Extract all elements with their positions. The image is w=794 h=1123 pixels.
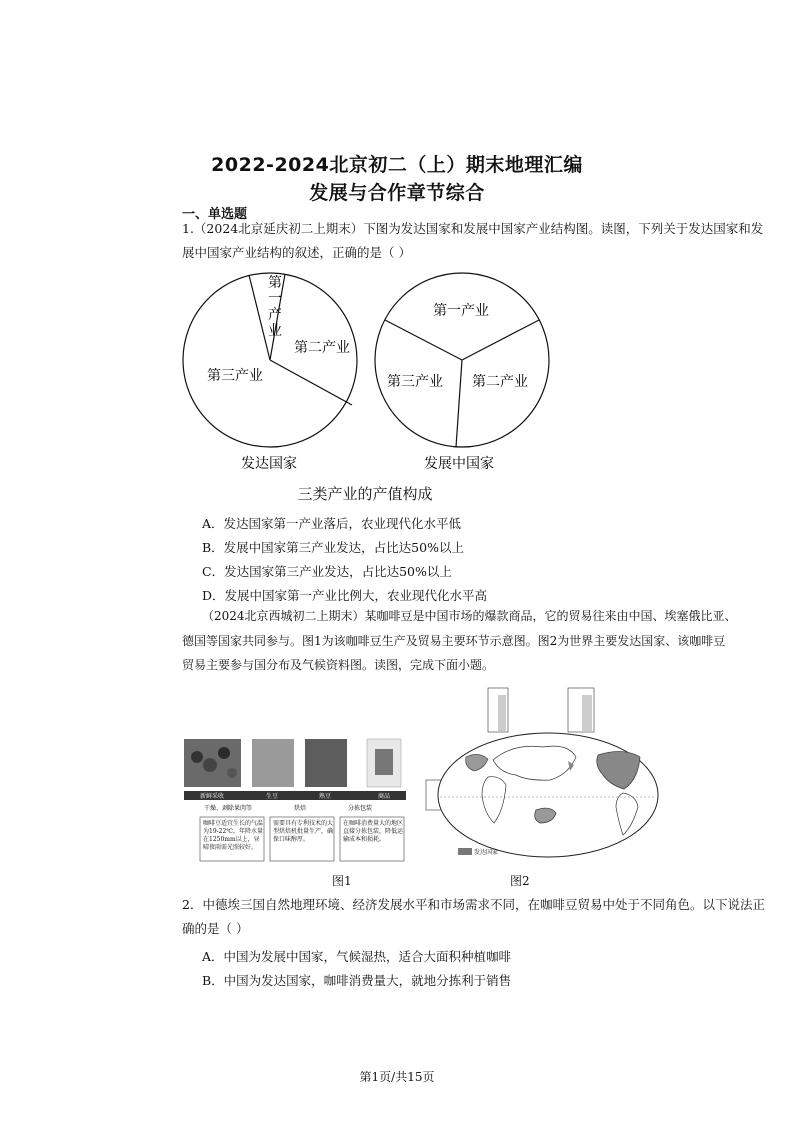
pie-developing-divider-2 [462, 320, 539, 360]
photo-fresh-beans-detail-1 [191, 751, 203, 763]
q1-option-a: A．发达国家第一产业落后，农业现代化水平低 [202, 516, 462, 531]
q1-option-b: B．发展中国家第三产业发达，占比达50%以上 [202, 540, 464, 555]
pie-developed-primary-l3: 产 [268, 307, 282, 323]
pie-developed-title: 发达国家 [241, 456, 297, 472]
q1-stem-line1: 1.（2024北京延庆初二上期末）下图为发达国家和发展中国家产业结构图。读图，下列关于发达国家和发 [182, 221, 764, 236]
passage-line3: 贸易主要参与国分布及气候资料图。读图，完成下面小题。 [182, 658, 495, 672]
q2-option-b: B．中国为发达国家，咖啡消费量大，就地分拣利于销售 [202, 973, 512, 988]
passage-line2: 德国等国家共同参与。图1为该咖啡豆生产及贸易主要环节示意图。图2为世界主要发达国家、该咖啡豆 [182, 634, 726, 648]
doc-title-line2: 发展与合作章节综合 [309, 182, 485, 204]
q2-stem-line2: 确的是（ ） [182, 921, 249, 936]
pie-developing-title: 发展中国家 [424, 456, 494, 472]
pie-developed-secondary-label: 第二产业 [294, 340, 350, 356]
pie-developed-divider-1 [249, 275, 270, 360]
q2-stem-line1: 2．中德埃三国自然地理环境、经济发展水平和市场需求不同，在咖啡豆贸易中处于不同角色。以下说法正 [182, 897, 765, 912]
figure1-caption: 图1 [332, 874, 352, 888]
page-footer: 第1页/共15页 [359, 1070, 435, 1084]
photo-fresh-beans-detail-2 [203, 758, 217, 772]
pie-developing-secondary-label: 第二产业 [472, 374, 528, 390]
arrow-label-dry: 干燥、剥除果肉等 [204, 805, 253, 812]
climate-chart-2-bar [582, 695, 592, 731]
doc-title-line1: 2022-2024北京初二（上）期末地理汇编 [211, 154, 583, 176]
map-legend-label: 发达国家 [474, 849, 499, 856]
photo-product-pack [375, 749, 393, 775]
note-growth: 咖啡豆适宜生长的气温为19-22℃，年降水量在1250mm以上，昼晴夜雨需光照较好。 [203, 820, 264, 851]
figure2-world-map [418, 685, 668, 865]
arrow-label-roast: 烘焙 [294, 805, 307, 812]
photo-fresh-beans-detail-3 [218, 747, 230, 759]
pie-developed-divider-3 [270, 360, 352, 405]
note-roasting: 需要具有专利技术的大型烘焙机批量生产，确保口味醇厚。 [273, 820, 334, 843]
climate-chart-1-bar [498, 695, 506, 731]
q1-stem-line2: 展中国家产业结构的叙述，正确的是（ ） [182, 245, 411, 260]
pie-developing-tertiary-label: 第三产业 [387, 374, 443, 390]
pie-developed-tertiary-label: 第三产业 [207, 368, 263, 384]
arrow-label-pack: 分拣包装 [348, 805, 373, 812]
photo-roasted-beans [305, 739, 347, 787]
legend-swatch [458, 848, 472, 855]
industry-pie-charts [175, 265, 555, 480]
photo-green-beans [252, 739, 294, 787]
pie-developed-primary-l1: 第 [268, 275, 282, 291]
q2-option-a: A．中国为发展中国家，气候湿热，适合大面积种植咖啡 [202, 949, 512, 964]
pie-chart-caption: 三类产业的产值构成 [297, 485, 433, 503]
section-heading: 一、单选题 [182, 207, 248, 222]
pie-developing-divider-3 [456, 360, 462, 447]
pie-developed-primary-l4: 业 [268, 323, 282, 339]
step-green: 生豆 [266, 793, 279, 800]
passage-line1: （2024北京西城初二上期末）某咖啡豆是中国市场的爆款商品，它的贸易往来由中国、埃塞俄比亚、 [202, 609, 737, 623]
step-fresh: 新鲜采收 [200, 793, 225, 800]
step-product: 商品 [378, 793, 391, 800]
q1-option-d: D．发展中国家第一产业比例大，农业现代化水平高 [202, 588, 488, 603]
pie-developing-primary-label: 第一产业 [433, 303, 489, 319]
figure2-caption: 图2 [510, 874, 530, 888]
pie-developing-divider-1 [385, 320, 462, 360]
step-roasted: 熟豆 [319, 793, 332, 800]
photo-fresh-beans-detail-4 [227, 768, 237, 778]
note-packing: 在咖啡消费量大的地区直接分拣包装，降低运输成本和损耗。 [343, 820, 404, 843]
pie-developed-primary-l2: 一 [268, 291, 282, 307]
q1-option-c: C．发达国家第三产业发达，占比达50%以上 [202, 564, 452, 579]
